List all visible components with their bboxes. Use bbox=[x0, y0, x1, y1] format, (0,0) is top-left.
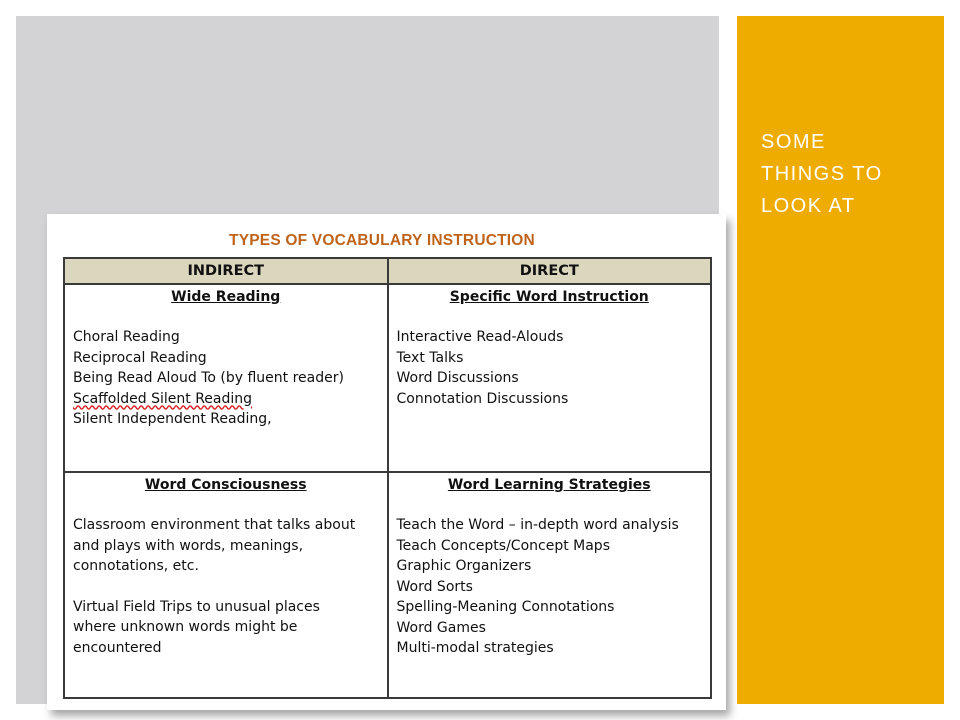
cell-heading: Wide Reading bbox=[171, 289, 281, 305]
cell-word-learning-strategies bbox=[388, 472, 712, 698]
list-item: Teach the Word – in-depth word analysis bbox=[396, 517, 679, 533]
list-item: connotations, etc. bbox=[73, 558, 199, 574]
cell-word-consciousness bbox=[64, 472, 388, 698]
list-item-text: Scaffolded Silent Reading bbox=[73, 390, 253, 407]
cell-list bbox=[397, 327, 703, 409]
cell-heading: Specific Word Instruction bbox=[449, 289, 649, 305]
cell-heading: Word Consciousness bbox=[144, 477, 307, 493]
list-item: Virtual Field Trips to unusual places bbox=[73, 598, 320, 615]
list-item: Word Games bbox=[396, 619, 486, 636]
cell-list bbox=[397, 515, 703, 659]
list-item: Silent Independent Reading, bbox=[73, 411, 272, 427]
cell-heading: Word Learning Strategies bbox=[447, 477, 651, 493]
list-item: Spelling-Meaning Connotations bbox=[396, 599, 615, 615]
list-item: where unknown words might be bbox=[73, 619, 298, 635]
slide-title-line: THINGS TO bbox=[761, 163, 883, 185]
list-item: encountered bbox=[73, 639, 162, 656]
list-item: Teach Concepts/Concept Maps bbox=[396, 537, 610, 554]
list-item: and plays with words, meanings, bbox=[73, 537, 304, 554]
cell-wide-reading bbox=[64, 284, 388, 472]
content-panel bbox=[16, 16, 719, 704]
cell-list bbox=[73, 327, 379, 430]
slide-title bbox=[761, 126, 931, 222]
list-item: Word Discussions bbox=[396, 370, 519, 386]
table-row bbox=[64, 472, 711, 698]
paragraph-gap bbox=[73, 577, 379, 597]
list-item: Being Read Aloud To (by fluent reader) bbox=[73, 370, 344, 386]
list-item: Connotation Discussions bbox=[396, 390, 569, 407]
list-item: Multi-modal strategies bbox=[396, 640, 554, 656]
cell-specific-word-instruction bbox=[388, 284, 712, 472]
slide-title-line: SOME bbox=[761, 131, 826, 153]
title-panel bbox=[737, 16, 944, 704]
list-item: Graphic Organizers bbox=[396, 558, 532, 574]
list-item: Reciprocal Reading bbox=[73, 349, 207, 366]
list-item bbox=[73, 389, 379, 410]
list-item: Classroom environment that talks about bbox=[73, 517, 356, 533]
column-header-indirect: INDIRECT bbox=[64, 258, 388, 284]
vocabulary-table bbox=[63, 257, 712, 699]
list-item: Choral Reading bbox=[73, 329, 180, 345]
slide-title-line: LOOK AT bbox=[761, 195, 856, 217]
list-item: Interactive Read-Alouds bbox=[396, 329, 564, 345]
table-header-row bbox=[64, 258, 711, 284]
table-row bbox=[64, 284, 711, 472]
document-title: TYPES OF VOCABULARY INSTRUCTION bbox=[229, 232, 535, 249]
list-item: Word Sorts bbox=[396, 578, 473, 595]
vocabulary-document-image bbox=[47, 214, 726, 710]
column-header-direct: DIRECT bbox=[388, 258, 712, 284]
cell-list bbox=[73, 515, 379, 658]
list-item: Text Talks bbox=[396, 349, 464, 366]
